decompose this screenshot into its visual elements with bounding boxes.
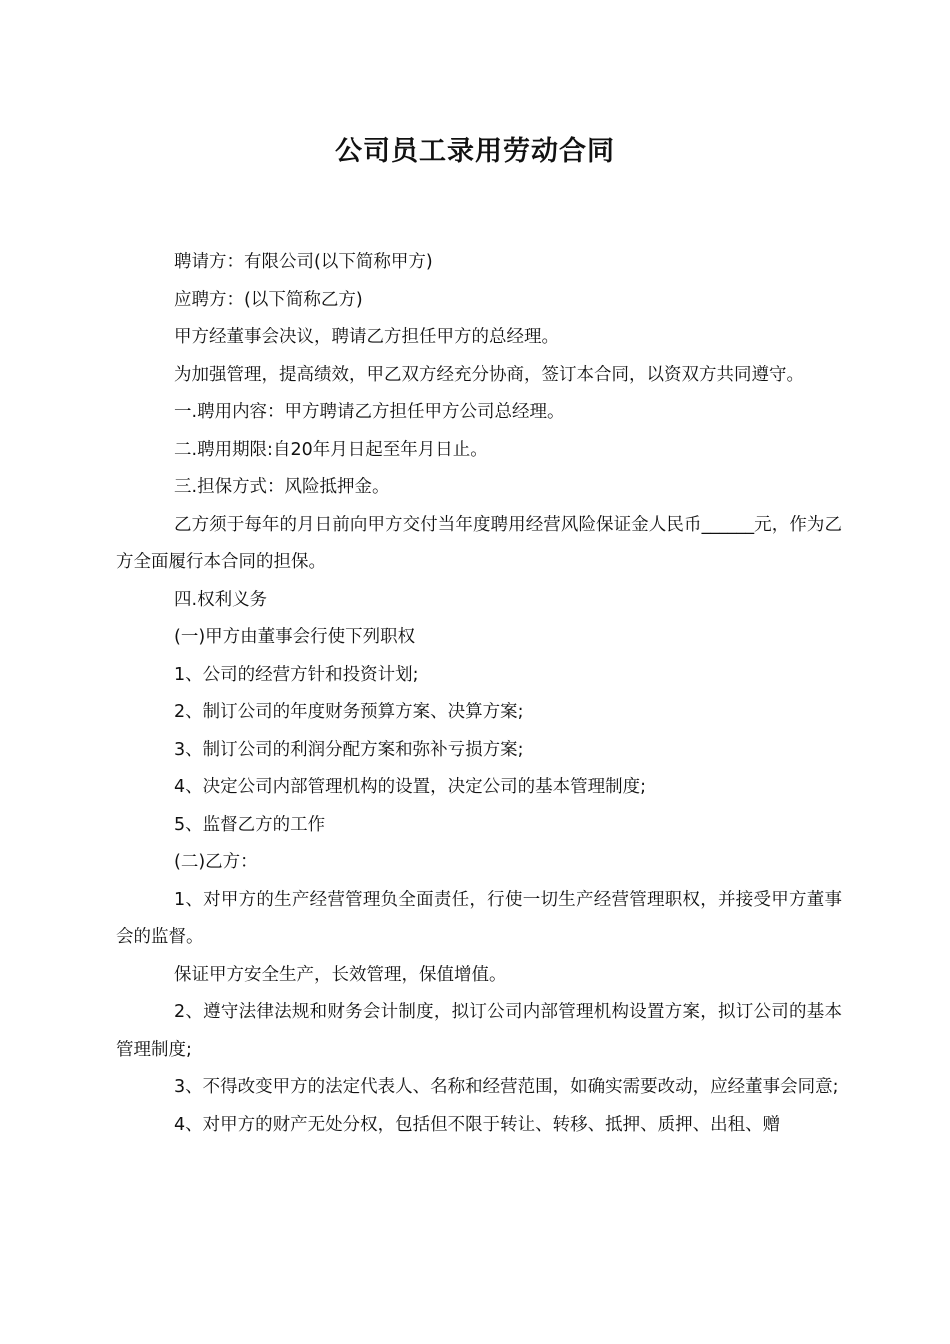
paragraph-guarantee: 保证甲方安全生产，长效管理，保值增值。 xyxy=(174,964,507,985)
list-item: 5、监督乙方的工作 xyxy=(174,814,326,835)
paragraph-party-b-heading: (二)乙方： xyxy=(174,852,258,872)
list-item: 1、对甲方的生产经营管理负全面责任，行使一切生产经营管理职权，并接受甲方董事会的监督。 xyxy=(116,889,842,947)
paragraph-employer: 聘请方：有限公司(以下简称甲方) xyxy=(174,252,433,272)
paragraph-board-resolution: 甲方经董事会决议，聘请乙方担任甲方的总经理。 xyxy=(174,327,559,347)
list-item: 1、公司的经营方针和投资计划; xyxy=(174,664,419,685)
document-body xyxy=(116,244,842,1144)
list-item: 3、制订公司的利润分配方案和弥补亏损方案; xyxy=(174,739,524,760)
list-item: 4、对甲方的财产无处分权，包括但不限于转让、转移、抵押、质押、出租、赠 xyxy=(174,1114,781,1135)
list-item: 4、决定公司内部管理机构的设置，决定公司的基本管理制度; xyxy=(174,777,647,797)
paragraph-purpose: 为加强管理，提高绩效，甲乙双方经充分协商，签订本合同，以资双方共同遵守。 xyxy=(174,364,804,385)
paragraph-section-1: 一.聘用内容：甲方聘请乙方担任甲方公司总经理。 xyxy=(174,402,565,422)
list-item: 3、不得改变甲方的法定代表人、名称和经营范围，如确实需要改动，应经董事会同意; xyxy=(174,1077,839,1097)
paragraph-party-a-heading: (一)甲方由董事会行使下列职权 xyxy=(174,627,416,647)
list-item: 2、制订公司的年度财务预算方案、决算方案; xyxy=(174,702,524,722)
paragraph-employee: 应聘方：(以下简称乙方) xyxy=(174,289,363,310)
paragraph-section-4: 四.权利义务 xyxy=(174,589,268,610)
paragraph-section-3: 三.担保方式：风险抵押金。 xyxy=(174,477,390,497)
document-title: 公司员工录用劳动合同 xyxy=(335,136,615,167)
list-item: 2、遵守法律法规和财务会计制度，拟订公司内部管理机构设置方案，拟订公司的基本管理制度; xyxy=(116,1002,842,1060)
paragraph-deposit: 乙方须于每年的月日前向甲方交付当年度聘用经营风险保证金人民币______元，作为乙方全面履行本合同的担保。 xyxy=(116,514,842,572)
paragraph-section-2: 二.聘用期限:自20年月日起至年月日止。 xyxy=(174,439,488,460)
